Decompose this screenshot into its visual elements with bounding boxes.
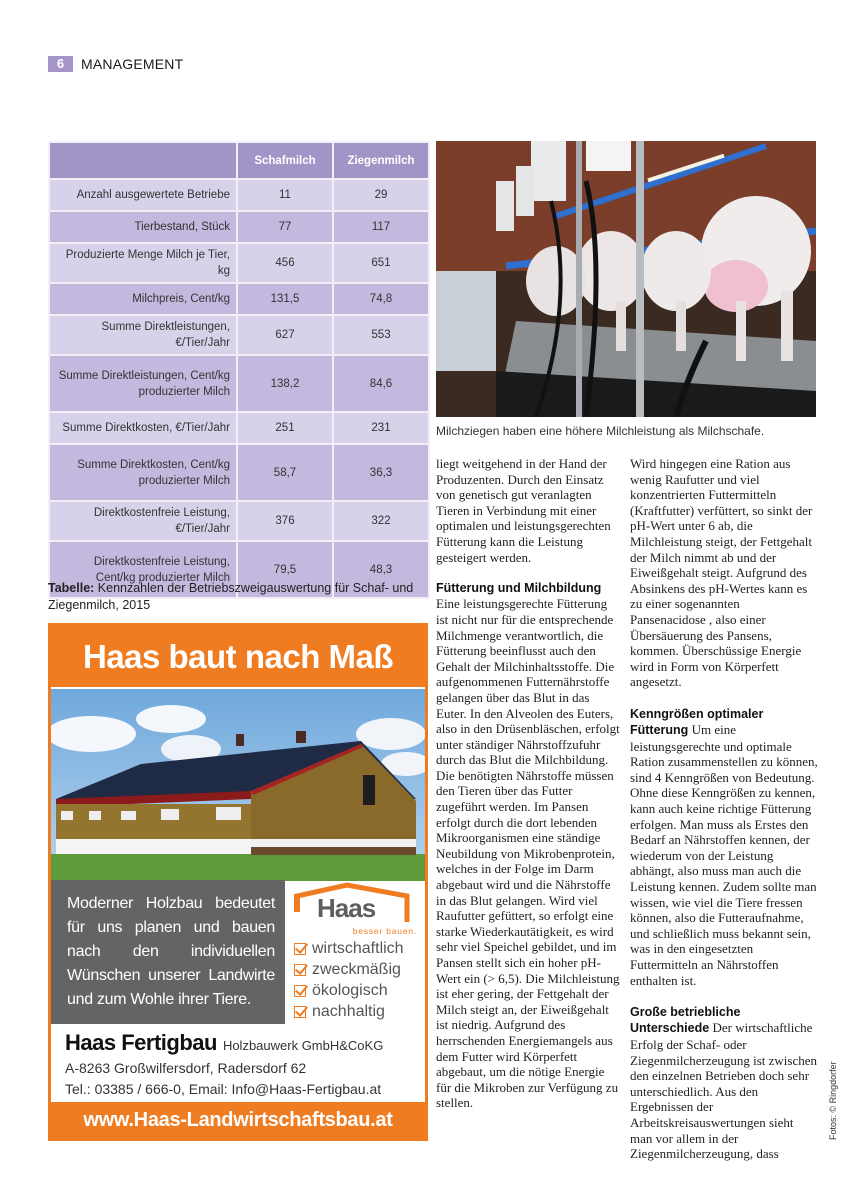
- row-label: Milchpreis, Cent/kg: [49, 283, 237, 315]
- barn-illustration: [51, 689, 425, 881]
- article-heading: Fütterung und Milchbildung: [436, 580, 602, 595]
- section-title: MANAGEMENT: [81, 56, 184, 72]
- checklist-label: ökologisch: [312, 982, 388, 999]
- article-paragraph: Eine leistungsgerechte Fütterung ist nicht nur für die entsprechende Milchmenge verantwortlich, die Fütterung beeinflusst auch den Gehalt der Milchinhaltsstoffe. Die aufgenommenen Futternährstoffe gelangen über das Blut in das Euter. In den Alveolen des Euters, also in den Drüsenbläschen, erfolgt unter ständiger Nährstoffzufuhr durch das Blut die Milchbildung. Die benötigten Nährstoffe müssen den Tieren über das Futter zugeführt werden. Im Pansen erfolgt durch die dort lebenden Mikroorganismen eine ständige Neubildung von Mikrobenprotein, welches in der Folge im Darm abgebaut wird und die Nährstoffe in das Blut gelangen. Wird viel Raufutter gefüttert, so erfolgt eine starke Wiederkautätigkeit, es wird sehr viel Speichel gebildet, und im Pansen stellt sich ein hoher pH-Wert ein (> 6,5). Die Milchleistung ist eher gering, der Fettgehalt der Milch steigt an, der Eiweißgehalt ist niedrig. Aufgrund des herrschenden Energiemangels aus dem Futter wird Körperfett abgebaut, um die nötige Energie für die Mikroben zur Verfügung zu stellen.: [436, 596, 620, 1111]
- ad-body-text: Moderner Holzbau bedeutet für uns planen und bauen nach den individuellen Wünschen unserer Landwirte und zum Wohle ihrer Tiere.: [51, 880, 285, 1024]
- ziege-value: 36,3: [333, 444, 429, 501]
- schaf-value: 456: [237, 243, 333, 283]
- checklist-item: [294, 959, 423, 980]
- table-caption-label: Tabelle:: [48, 581, 95, 595]
- logo-text: Haas: [317, 893, 376, 923]
- table-header-ziegenmilch: Ziegenmilch: [333, 142, 429, 179]
- checkbox-checked-icon: [294, 943, 306, 955]
- table-header-empty: [49, 142, 237, 179]
- article-heading: Große betriebliche Unterschiede: [630, 1004, 741, 1036]
- schaf-value: 251: [237, 412, 333, 444]
- article-heading: Kenngrößen optimaler Fütterung: [630, 706, 764, 738]
- barn-photo: [51, 689, 425, 881]
- table-caption-text: Kennzahlen der Betriebszweigauswertung für Schaf- und Ziegenmilch, 2015: [48, 581, 414, 612]
- table-row: [49, 412, 429, 444]
- ad-company: [65, 1030, 421, 1056]
- company-name: Haas Fertigbau: [65, 1030, 217, 1055]
- article-text: Der wirtschaftliche Erfolg der Schaf- oder Ziegenmilcherzeugung ist zwischen den einzelnen Betrieben doch sehr unterschiedlich. Aus den Ergebnissen der Arbeitskreisauswertungen sieht man vor allem in der Ziegenmilcherzeugung, dass: [630, 1020, 817, 1162]
- page-number: 6: [48, 56, 73, 72]
- haas-advertisement: [48, 623, 428, 1141]
- ziege-value: 84,6: [333, 355, 429, 412]
- table-row: [49, 315, 429, 355]
- checkbox-checked-icon: [294, 985, 306, 997]
- ziege-value: 553: [333, 315, 429, 355]
- table-row: [49, 444, 429, 501]
- table-header-schafmilch: Schafmilch: [237, 142, 333, 179]
- article-column-1: [436, 456, 620, 1127]
- ziege-value: 651: [333, 243, 429, 283]
- photo-caption: Milchziegen haben eine höhere Milchleistung als Milchschafe.: [436, 424, 765, 438]
- goat-milking-photo: [436, 141, 816, 417]
- checkbox-checked-icon: [294, 1006, 306, 1018]
- ziege-value: 29: [333, 179, 429, 211]
- row-label: Tierbestand, Stück: [49, 211, 237, 243]
- schaf-value: 79,5: [237, 541, 333, 598]
- row-label: Direktkostenfreie Leistung, €/Tier/Jahr: [49, 501, 237, 541]
- schaf-value: 376: [237, 501, 333, 541]
- article-column-2: [630, 456, 818, 1177]
- schaf-value: 627: [237, 315, 333, 355]
- ad-slogan: besser bauen.: [352, 926, 417, 936]
- checklist-item: [294, 980, 423, 1001]
- ziege-value: 117: [333, 211, 429, 243]
- page-header: [48, 56, 183, 72]
- article-paragraph: liegt weitgehend in der Hand der Produzenten. Durch den Einsatz von genetisch gut veranlagten Tieren in Verbindung mit einer optimalen und leistungsgerechten Fütterung kann die Leistung gesteigert werden.: [436, 456, 611, 565]
- schaf-value: 131,5: [237, 283, 333, 315]
- table-row: [49, 283, 429, 315]
- row-label: Summe Direktkosten, Cent/kg produzierter Milch: [49, 444, 237, 501]
- ziege-value: 48,3: [333, 541, 429, 598]
- company-address: A-8263 Großwilfersdorf, Radersdorf 62: [65, 1060, 307, 1076]
- row-label: Summe Direktleistungen, €/Tier/Jahr: [49, 315, 237, 355]
- ziege-value: 322: [333, 501, 429, 541]
- ziege-value: 231: [333, 412, 429, 444]
- row-label: Summe Direktleistungen, Cent/kg produzierter Milch: [49, 355, 237, 412]
- table-row: [49, 243, 429, 283]
- ziege-value: 74,8: [333, 283, 429, 315]
- goat-milking-illustration: [436, 141, 816, 417]
- schaf-value: 138,2: [237, 355, 333, 412]
- haas-logo: [289, 882, 419, 926]
- checklist-item: [294, 938, 423, 959]
- checkbox-checked-icon: [294, 964, 306, 976]
- table-row: [49, 179, 429, 211]
- table-caption: [48, 580, 433, 614]
- comparison-table: [48, 141, 430, 599]
- table-header-row: [49, 142, 429, 179]
- table-row: [49, 501, 429, 541]
- row-label: Summe Direktkosten, €/Tier/Jahr: [49, 412, 237, 444]
- row-label: Produzierte Menge Milch je Tier, kg: [49, 243, 237, 283]
- ad-website-link[interactable]: www.Haas-Landwirtschaftsbau.at: [51, 1102, 425, 1138]
- checklist-label: wirtschaftlich: [312, 940, 404, 957]
- company-contact[interactable]: Tel.: 03385 / 666-0, Email: Info@Haas-Fertigbau.at: [65, 1081, 382, 1097]
- checklist-item: [294, 1001, 423, 1022]
- article-text: Um eine leistungsgerechte und optimale Ration zusammenstellen zu können, sind 4 Kenngrößen von Bedeutung. Ohne diese Kenngrößen zu kennen, kann auch keine richtige Fütterung erfolgen. Man muss als Erstes den Bedarf an Nährstoffen kennen, der wiederum von der Leistung abhängt, also muss man auch die Leistung kennen. Zudem sollte man wissen, wie viel die Tiere fressen können, also die Futteraufnahme, und schließlich muss bekannt sein, was in den eingesetzten Futtermitteln an Nährstoffen enthalten ist.: [630, 722, 818, 988]
- schaf-value: 58,7: [237, 444, 333, 501]
- table-row: [49, 355, 429, 412]
- article-paragraph: Wird hingegen eine Ration aus wenig Raufutter und viel konzentrierten Futtermitteln (Kraftfutter) verfüttert, so sinkt der pH-Wert unter 6 ab, die Milchleistung steigt, der Fettgehalt der Milch nimmt ab und der Eiweißgehalt steigt. Aufgrund des Absinkens des pH-Wertes kann es zu einer sogenannten Pansenacidose , also einer Übersäuerung des Pansens, kommen. Überschüssige Energie wird in Form von Körperfett angesetzt.: [630, 456, 813, 690]
- ad-right-panel: [289, 882, 423, 1024]
- checklist-label: nachhaltig: [312, 1003, 385, 1020]
- table-row: [49, 211, 429, 243]
- row-label: Anzahl ausgewertete Betriebe: [49, 179, 237, 211]
- photo-credit: Fotos: © Ringdorfer: [828, 1061, 838, 1140]
- checklist-label: zweckmäßig: [312, 961, 401, 978]
- ad-checklist: [289, 938, 423, 1022]
- schaf-value: 11: [237, 179, 333, 211]
- article-paragraph-with-heading: [630, 706, 818, 989]
- company-subtitle: Holzbauwerk GmbH&CoKG: [222, 1038, 384, 1053]
- article-paragraph-with-heading: [630, 1004, 818, 1162]
- ad-headline: Haas baut nach Maß: [51, 626, 425, 687]
- row-label: Direktkostenfreie Leistung, Cent/kg produzierter Milch: [49, 541, 237, 598]
- schaf-value: 77: [237, 211, 333, 243]
